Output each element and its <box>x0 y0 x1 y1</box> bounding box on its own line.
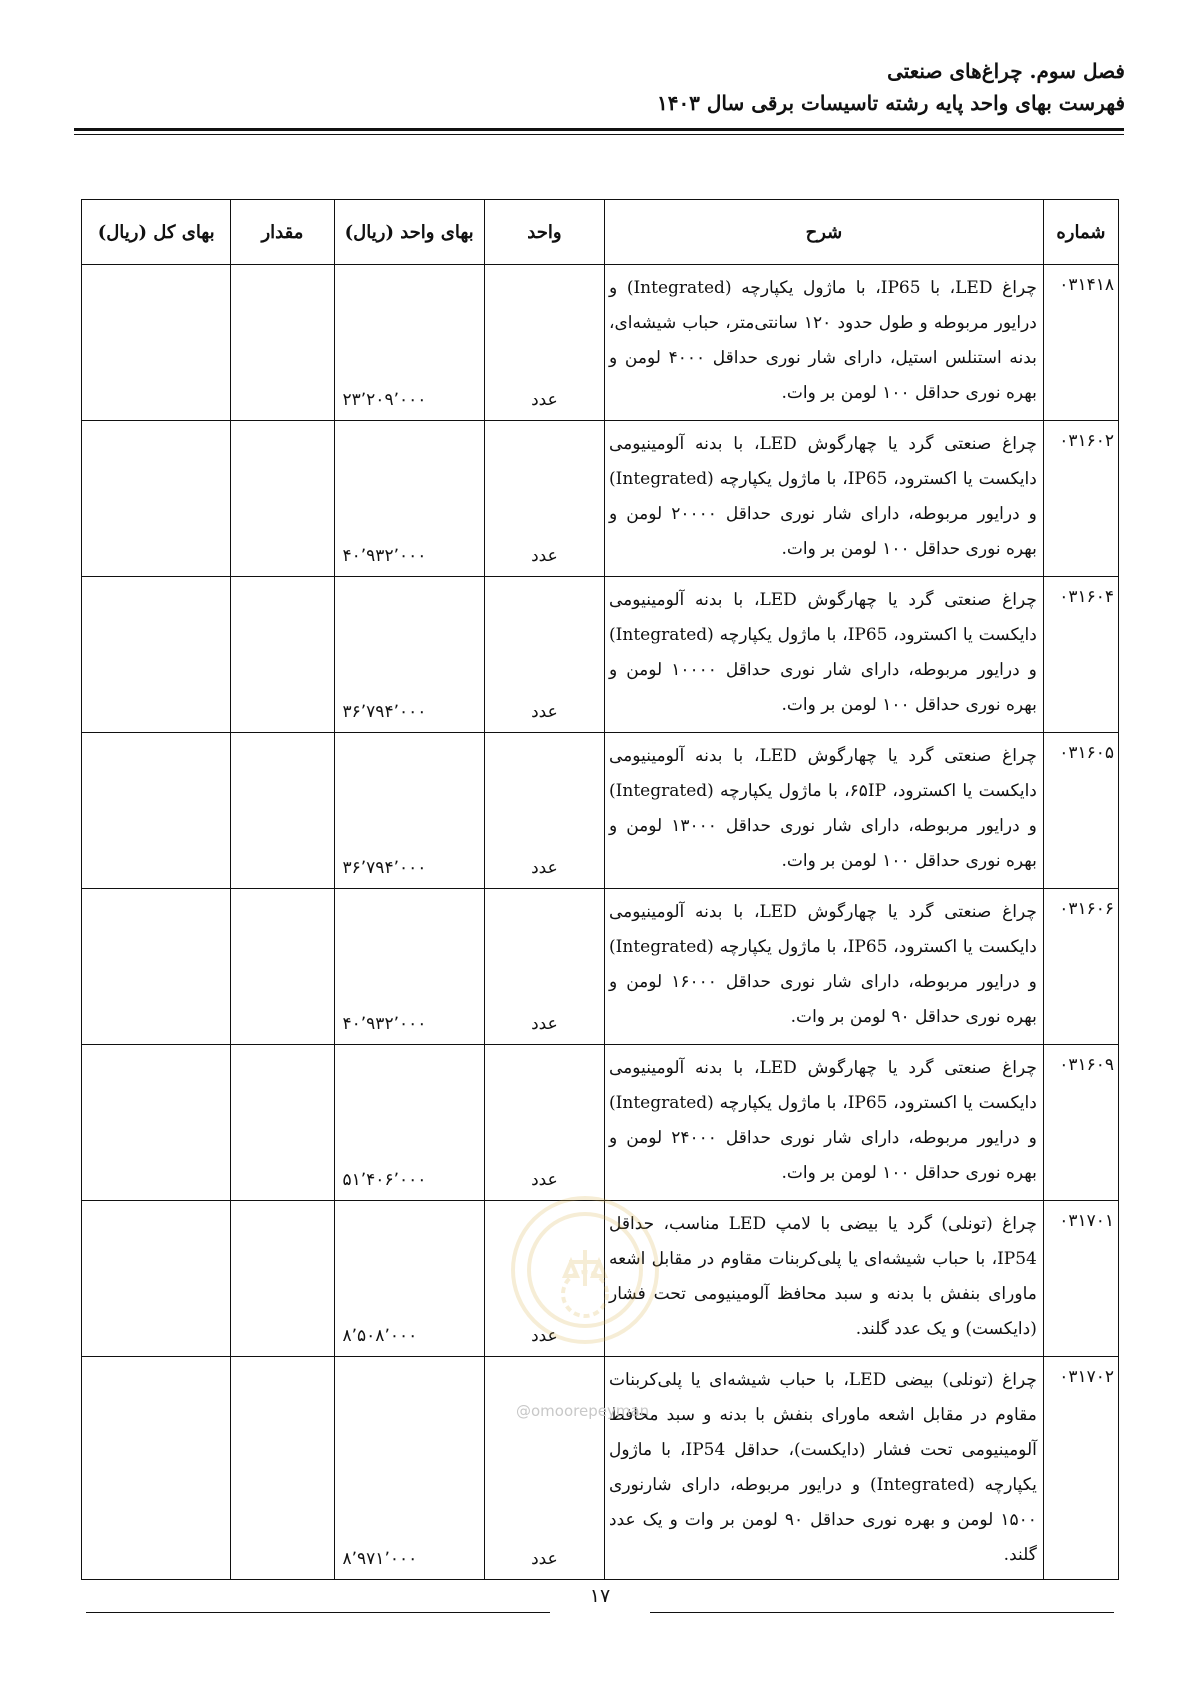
item-quantity <box>231 733 334 889</box>
footer-rule-left <box>86 1612 550 1613</box>
chapter-title: فصل سوم. چراغ‌های صنعتی <box>887 59 1125 83</box>
item-description: چراغ صنعتی گرد یا چهارگوش LED، با بدنه آلومینیومی دایکست یا اکسترود، IP65، با ماژول یکپارچه (Integrated) و درایور مربوطه، دارای شار نوری حداقل ۱۰۰۰۰ لومن و بهره نوری حداقل ۱۰۰ لومن بر وات. <box>605 577 1044 733</box>
item-code: ۰۳۱۶۰۵ <box>1043 733 1118 889</box>
item-quantity <box>231 1357 334 1580</box>
table-row <box>82 265 1119 421</box>
table-row <box>82 733 1119 889</box>
item-description: چراغ صنعتی گرد یا چهارگوش LED، با بدنه آلومینیومی دایکست یا اکسترود، ۶۵IP، با ماژول یکپارچه (Integrated) و درایور مربوطه، دارای شار نوری حداقل ۱۳۰۰۰ لومن و بهره نوری حداقل ۱۰۰ لومن بر وات. <box>605 733 1044 889</box>
watermark-handle: @omoorepeyman <box>516 1402 650 1420</box>
item-quantity <box>231 265 334 421</box>
item-total <box>82 889 231 1045</box>
item-code: ۰۳۱۶۰۶ <box>1043 889 1118 1045</box>
page-header <box>65 56 1125 120</box>
item-unit-price: ۳۶٬۷۹۴٬۰۰۰ <box>334 733 484 889</box>
item-total <box>82 577 231 733</box>
item-unit: عدد <box>484 1201 604 1357</box>
header-code: شماره <box>1043 200 1118 265</box>
item-quantity <box>231 1201 334 1357</box>
item-total <box>82 1357 231 1580</box>
item-code: ۰۳۱۶۰۲ <box>1043 421 1118 577</box>
item-description: چراغ صنعتی گرد یا چهارگوش LED، با بدنه آلومینیومی دایکست یا اکسترود، IP65، با ماژول یکپارچه (Integrated) و درایور مربوطه، دارای شار نوری حداقل ۱۶۰۰۰ لومن و بهره نوری حداقل ۹۰ لومن بر وات. <box>605 889 1044 1045</box>
footer-rule-right <box>650 1612 1114 1613</box>
header-unit: واحد <box>484 200 604 265</box>
price-list-table <box>81 199 1119 1580</box>
item-quantity <box>231 577 334 733</box>
header-quantity: مقدار <box>231 200 334 265</box>
header-total: بهای کل (ریال) <box>82 200 231 265</box>
item-unit-price: ۸٬۹۷۱٬۰۰۰ <box>334 1357 484 1580</box>
item-unit-price: ۳۶٬۷۹۴٬۰۰۰ <box>334 577 484 733</box>
table-row <box>82 421 1119 577</box>
item-description: چراغ (تونلی) گرد یا بیضی با لامپ LED مناسب، حداقل IP54، با حباب شیشه‌ای یا پلی‌کربنات مقاوم در مقابل اشعه ماورای بنفش با بدنه و سبد محافظ آلومینیومی تحت فشار (دایکست) و یک عدد گلند. <box>605 1201 1044 1357</box>
item-unit: عدد <box>484 1045 604 1201</box>
header-description: شرح <box>605 200 1044 265</box>
page-number: ۱۷ <box>589 1585 611 1607</box>
header-divider <box>74 128 1124 131</box>
item-unit: عدد <box>484 421 604 577</box>
item-unit: عدد <box>484 889 604 1045</box>
item-description: چراغ صنعتی گرد یا چهارگوش LED، با بدنه آلومینیومی دایکست یا اکسترود، IP65، با ماژول یکپارچه (Integrated) و درایور مربوطه، دارای شار نوری حداقل ۲۴۰۰۰ لومن و بهره نوری حداقل ۱۰۰ لومن بر وات. <box>605 1045 1044 1201</box>
item-unit: عدد <box>484 577 604 733</box>
table-row <box>82 889 1119 1045</box>
table-header-row <box>82 200 1119 265</box>
item-total <box>82 421 231 577</box>
item-code: ۰۳۱۴۱۸ <box>1043 265 1118 421</box>
table-row <box>82 1357 1119 1580</box>
header-divider-thin <box>74 134 1124 135</box>
item-unit: عدد <box>484 265 604 421</box>
item-unit-price: ۵۱٬۴۰۶٬۰۰۰ <box>334 1045 484 1201</box>
item-total <box>82 265 231 421</box>
table-row <box>82 577 1119 733</box>
item-total <box>82 733 231 889</box>
item-total <box>82 1045 231 1201</box>
item-quantity <box>231 889 334 1045</box>
item-unit-price: ۲۳٬۲۰۹٬۰۰۰ <box>334 265 484 421</box>
document-subtitle: فهرست بهای واحد پایه رشته تاسیسات برقی سال ۱۴۰۳ <box>656 91 1125 115</box>
item-unit-price: ۸٬۵۰۸٬۰۰۰ <box>334 1201 484 1357</box>
item-code: ۰۳۱۷۰۲ <box>1043 1357 1118 1580</box>
item-unit: عدد <box>484 1357 604 1580</box>
item-description: چراغ (تونلی) بیضی LED، با حباب شیشه‌ای یا پلی‌کربنات مقاوم در مقابل اشعه ماورای بنفش با بدنه و سبد محافظ آلومینیومی تحت فشار (دایکست)، حداقل IP54، با ماژول یکپارچه (Integrated) و درایور مربوطه، دارای شارنوری ۱۵۰۰ لومن و بهره نوری حداقل ۹۰ لومن بر وات و یک عدد گلند. <box>605 1357 1044 1580</box>
item-description: چراغ LED، با IP65، با ماژول یکپارچه (Integrated) و درایور مربوطه و طول حدود ۱۲۰ سانتی‌متر، حباب شیشه‌ای، بدنه استنلس استیل، دارای شار نوری حداقل ۴۰۰۰ لومن و بهره نوری حداقل ۱۰۰ لومن بر وات. <box>605 265 1044 421</box>
item-unit-price: ۴۰٬۹۳۲٬۰۰۰ <box>334 421 484 577</box>
item-quantity <box>231 421 334 577</box>
header-unit-price: بهای واحد (ریال) <box>334 200 484 265</box>
table-row <box>82 1201 1119 1357</box>
item-code: ۰۳۱۶۰۹ <box>1043 1045 1118 1201</box>
table-row <box>82 1045 1119 1201</box>
item-code: ۰۳۱۶۰۴ <box>1043 577 1118 733</box>
item-quantity <box>231 1045 334 1201</box>
item-code: ۰۳۱۷۰۱ <box>1043 1201 1118 1357</box>
item-total <box>82 1201 231 1357</box>
item-description: چراغ صنعتی گرد یا چهارگوش LED، با بدنه آلومینیومی دایکست یا اکسترود، IP65، با ماژول یکپارچه (Integrated) و درایور مربوطه، دارای شار نوری حداقل ۲۰۰۰۰ لومن و بهره نوری حداقل ۱۰۰ لومن بر وات. <box>605 421 1044 577</box>
item-unit: عدد <box>484 733 604 889</box>
item-unit-price: ۴۰٬۹۳۲٬۰۰۰ <box>334 889 484 1045</box>
